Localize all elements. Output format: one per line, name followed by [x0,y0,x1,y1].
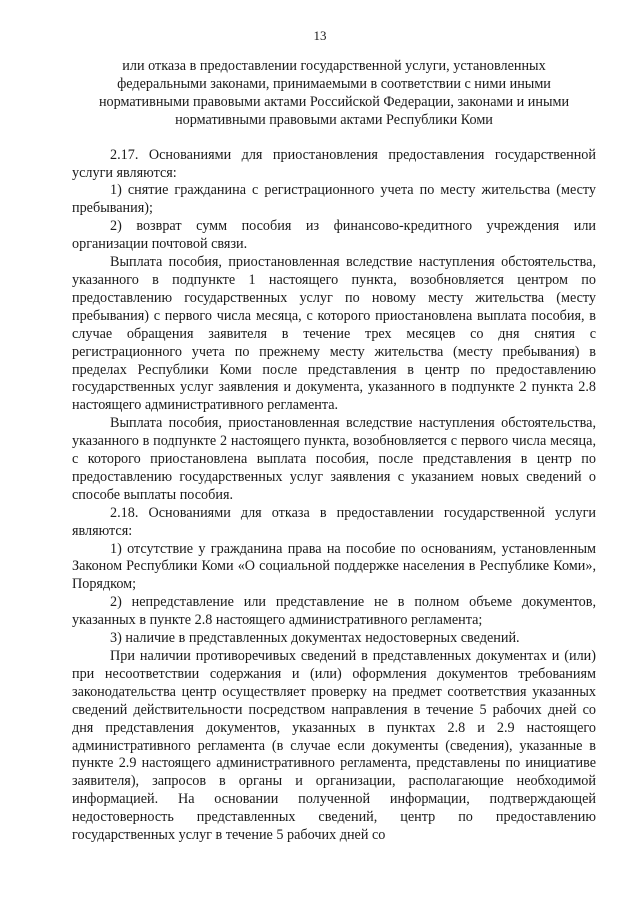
section-heading-continuation: или отказа в предоставлении государственной услуги, установленных федеральными законами, принимаемыми в соответствии с ними иными нормативными правовыми актами Российской Федерации, законами и иными нормативными правовыми актами Республики Коми [98,58,570,128]
paragraph-2-17: 2.17. Основаниями для приостановления предоставления государственной услуги являются: [72,146,596,181]
paragraph-resume-payment-2: Выплата пособия, приостановленная вследствие наступления обстоятельства, указанного в подпункте 2 настоящего пункта, возобновляется с первого числа месяца, с которого приостановлена выплата пособия, после представления в центр по предоставлению государственных услуг заявления с указанием новых сведений о способе выплаты пособия. [72,415,596,503]
paragraph-2-17-item-2: 2) возврат сумм пособия из финансово-кредитного учреждения или организации почтовой связи. [72,218,596,253]
page-number: 13 [313,28,327,43]
paragraph-verification: При наличии противоречивых сведений в представленных документах и (или) при несоответствии содержания и (или) оформления документов требованиям законодательства центр осуществляет проверку на предмет соответствия указанных сведений действительности посредством направления в течение 5 рабочих дней со дня представления документов, указанных в пунктах 2.8 и 2.9 настоящего административного регламента (в случае если документы (сведения), указанные в пункте 2.9 настоящего административного регламента, представлены по инициативе заявителя), запросов в органы и организации, располагающие необходимой информацией. На основании полученной информации, подтверждающей недостоверность представленных сведений, центр по предоставлению государственных услуг в течение 5 рабочих дней со [72,648,596,844]
document-body [72,58,596,845]
paragraph-2-17-item-1: 1) снятие гражданина с регистрационного учета по месту жительства (месту пребывания); [72,182,596,217]
paragraph-2-18-item-3: 3) наличие в представленных документах недостоверных сведений. [110,630,520,647]
paragraph-2-18: 2.18. Основаниями для отказа в предоставлении государственной услуги являются: [72,504,596,539]
paragraph-resume-payment-1: Выплата пособия, приостановленная вследствие наступления обстоятельства, указанного в подпункте 1 настоящего пункта, возобновляется центром по предоставлению государственных услуг по новому месту жительства (месту пребывания) с первого числа месяца, с которого приостановлена выплата пособия, в случае обращения заявителя в течение трех месяцев со дня снятия с регистрационного учета по прежнему месту жительства (месту пребывания) в пределах Республики Коми после представления в центр по предоставлению государственных услуг заявления и документа, указанного в подпункте 2 пункта 2.8 настоящего административного регламента. [72,254,596,414]
paragraph-2-18-item-1: 1) отсутствие у гражданина права на пособие по основаниям, установленным Законом Республики Коми «О социальной поддержке населения в Республике Коми», Порядком; [72,540,596,593]
paragraph-2-18-item-2: 2) непредставление или представление не в полном объеме документов, указанных в пункте 2.8 настоящего административного регламента; [72,594,596,629]
